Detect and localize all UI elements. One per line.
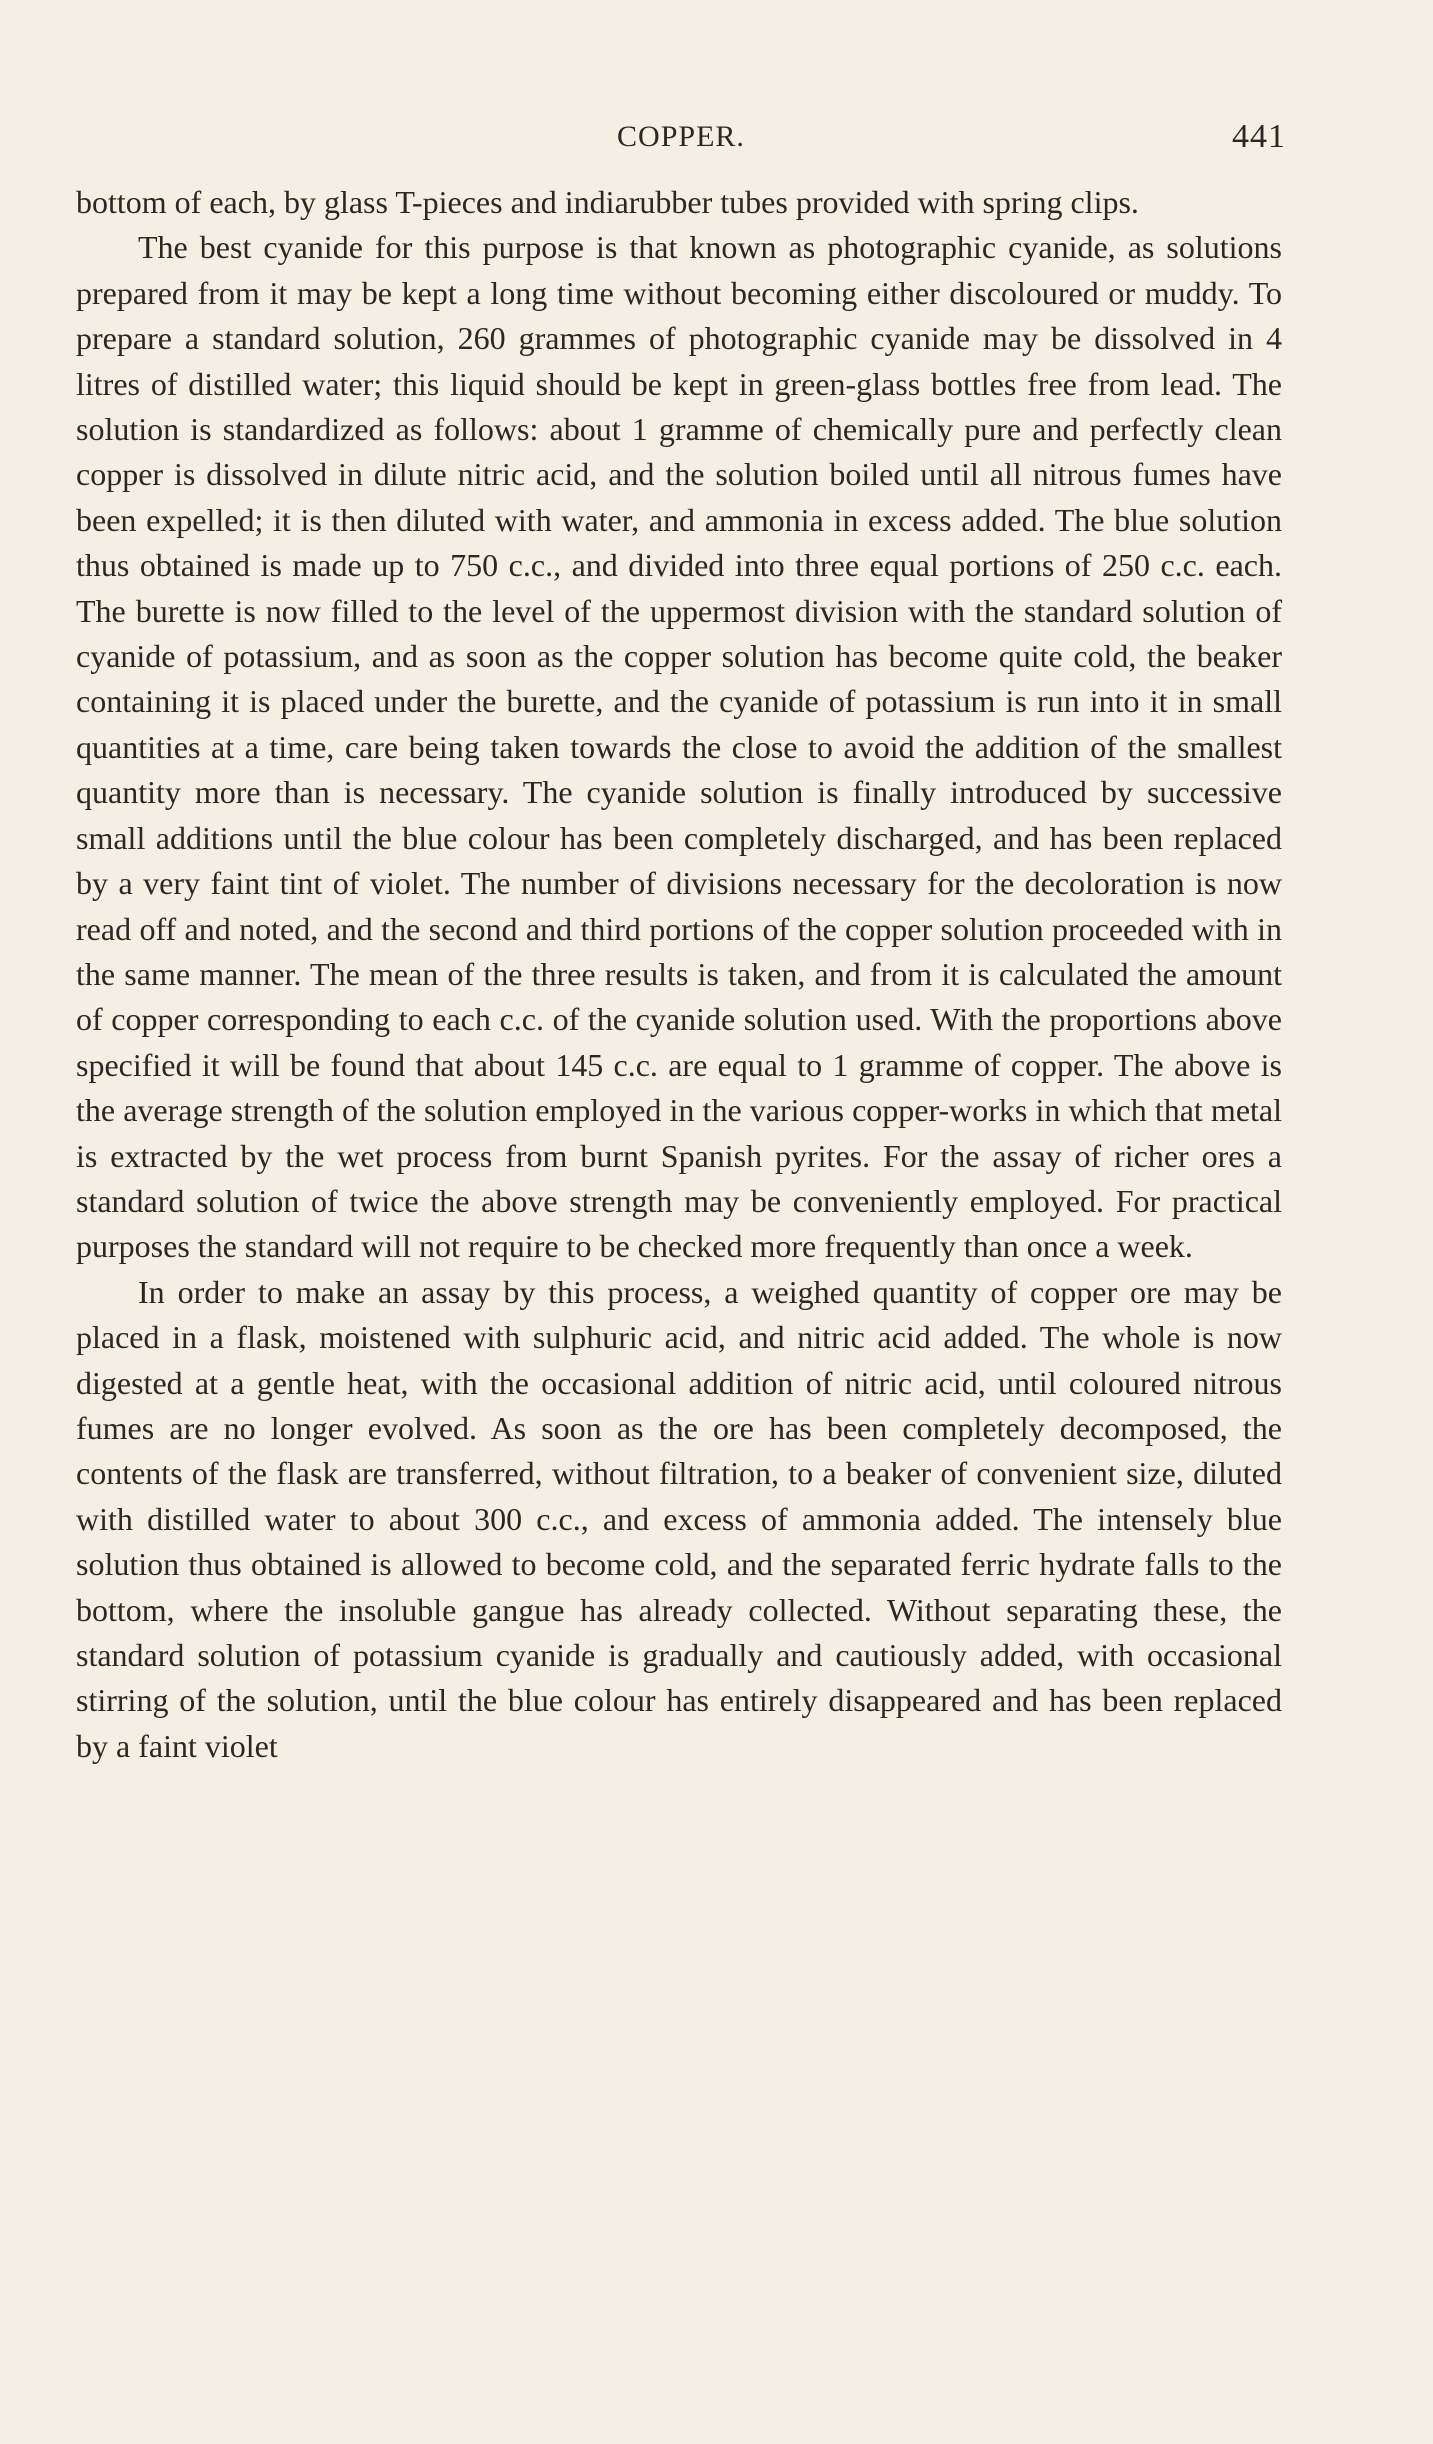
running-head [76, 112, 1286, 162]
paragraph-standard-solution: The best cyanide for this purpose is that known as photographic cyanide, as solutions prepared from it may be kept a long time without becoming either discoloured or muddy. To prepare a standard solution, 260 grammes of photographic cyanide may be dissolved in 4 litres of distilled water; this liquid should be kept in green-glass bottles free from lead. The solution is standardized as follows: about 1 gramme of chemically pure and perfectly clean copper is dissolved in dilute nitric acid, and the solution boiled until all nitrous fumes have been expelled; it is then diluted with water, and ammonia in excess added. The blue solution thus obtained is made up to 750 c.c., and divided into three equal portions of 250 c.c. each. The burette is now filled to the level of the uppermost division with the standard solution of cyanide of potassium, and as soon as the copper solution has become quite cold, the beaker containing it is placed under the burette, and the cyanide of potassium is run into it in small quantities at a time, care being taken towards the close to avoid the addition of the smallest quantity more than is necessary. The cyanide solution is finally introduced by successive small additions until the blue colour has been completely discharged, and has been replaced by a very faint tint of violet. The number of divisions necessary for the decoloration is now read off and noted, and the second and third portions of the copper solution proceeded with in the same manner. The mean of the three results is taken, and from it is calculated the amount of copper corresponding to each c.c. of the cyanide solution used. With the proportions above specified it will be found that about 145 c.c. are equal to 1 gramme of copper. The above is the average strength of the solution employed in the various copper-works in which that metal is extracted by the wet process from burnt Spanish pyrites. For the assay of richer ores a standard solution of twice the above strength may be conveniently employed. For practical purposes the standard will not require to be checked more frequently than once a week. [76, 229, 1282, 1265]
running-title: COPPER. [617, 120, 745, 153]
paragraph-continuation: bottom of each, by glass T-pieces and indiarubber tubes provided with spring clips. [76, 184, 1139, 220]
paragraph-assay-procedure: In order to make an assay by this process, a weighed quantity of copper ore may be placed in a flask, moistened with sulphuric acid, and nitric acid added. The whole is now digested at a gentle heat, with the occasional addition of nitric acid, until coloured nitrous fumes are no longer evolved. As soon as the ore has been completely decomposed, the contents of the flask are transferred, without filtration, to a beaker of convenient size, diluted with distilled water to about 300 c.c., and excess of ammonia added. The intensely blue solution thus obtained is allowed to become cold, and the separated ferric hydrate falls to the bottom, where the insoluble gangue has already collected. Without separating these, the standard solution of potassium cyanide is gradually and cautiously added, with occasional stirring of the solution, until the blue colour has entirely disappeared and has been replaced by a faint violet [76, 1273, 1282, 1764]
page-number: 441 [1232, 118, 1286, 155]
body-text [76, 180, 1282, 1769]
